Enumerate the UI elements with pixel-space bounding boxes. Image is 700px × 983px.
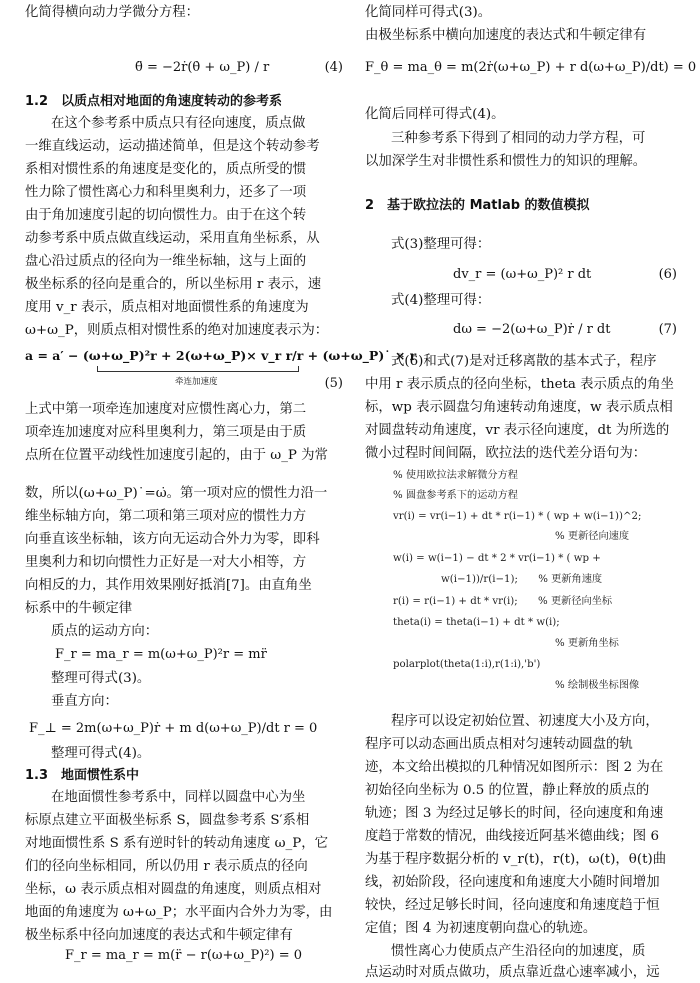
code-line: w(i−1))/r(i−1); % 更新角速度 [441,574,603,585]
text-line: 式(3)整理可得： [391,237,491,252]
text-line: 里奥利力和切向惯性力正好是一对大小相等，方 [25,555,307,570]
code-comment: % 绘制极坐标图像 [555,680,640,691]
text-line: 标，wp 表示圆盘匀角速转动角速度，w 表示质点相 [365,400,673,415]
text-line: 动参考系中质点做直线运动，采用直角坐标系，从 [25,231,320,246]
code-comment: % 更新径向速度 [555,531,630,542]
text-line: 度用 v_r 表示，质点相对地面惯性系的角速度为 [25,300,309,315]
text-line: 较快，经过足够长时间，径向速度和角速度趋于恒 [365,898,660,913]
equation-fperp: F_⊥ = 2m(ω+ω_P)ṙ + m d(ω+ω_P)/dt r = 0 [29,721,318,736]
text-line: 向相反的力，其作用效果刚好抵消[7]。由直角坐 [25,578,312,593]
text-line: 在地面惯性参考系中，同样以圆盘中心为坐 [51,790,306,805]
text-line: 度趋于常数的情况，曲线接近阿基米德曲线；图 6 [365,829,659,844]
text-line: 质点的运动方向： [51,624,159,639]
code-line: theta(i) = theta(i−1) + dt * w(i); [393,617,560,628]
text-line: 惯性离心力使质点产生沿径向的加速度，质 [391,944,646,959]
text-line: 式(6)和式(7)是对迁移离散的基本式子，程序 [391,354,657,369]
text-line: 式(4)整理可得： [391,293,491,308]
text-line: 数，所以(ω+ω_P)˙=ω̇。第一项对应的惯性力沿一 [25,486,328,501]
code-line: vr(i) = vr(i−1) + dt * r(i−1) * ( wp + w(i−1))^2; [393,511,642,522]
text-line: 由于角加速度引起的切向惯性力。由于在这个转 [25,208,307,223]
text-line: 向垂直该坐标轴，该方向无运动合外力为零，即科 [25,532,320,547]
equation-polar-radial: F_r = ma_r = m(r̈ − r(ω+ω_P)²) = 0 [65,948,303,963]
text-line: 点运动时对质点做功，质点靠近盘心速率减小，远 [365,965,660,980]
code-line: r(i) = r(i−1) + dt * vr(i); % 更新径向坐标 [393,596,613,607]
text-line: 在这个参考系中质点只有径向速度，质点做 [51,116,306,131]
text-line: 点所在位置平动线性加速度引起的，由于 ω_P 为常 [25,448,328,463]
text-line: 程序可以设定初始位置、初速度大小及方向， [391,714,659,729]
text-line: 初始径向坐标为 0.5 的位置，静止释放的质点的 [365,783,650,798]
code-line: w(i) = w(i−1) − dt * 2 * vr(i−1) * ( wp + [393,553,601,564]
text-line: 由极坐标系中横向加速度的表达式和牛顿定律有 [365,28,647,43]
section-heading-1-3: 1.3 地面惯性系中 [25,768,140,783]
text-line: 一维直线运动，运动描述简单，但是这个转动参考 [25,139,320,154]
text-line: 标系中的牛顿定律 [25,601,133,616]
text-line: 化简同样可得式(3)。 [365,5,492,20]
text-line: 轨迹；图 3 为经过足够长的时间，径向速度和角速 [365,806,664,821]
text-line: 维坐标轴方向，第二项和第三项对应的惯性力方 [25,509,307,524]
text-line: 对圆盘转动角速度，vr 表示径向速度，dt 为所选的 [365,423,670,438]
text-line: 极坐标系中径向加速度的表达式和牛顿定律有 [25,928,293,943]
text-line: 微小过程时间间隔，欧拉法的迭代差分语句为： [365,446,647,461]
text-line: ω+ω_P，则质点相对惯性系的绝对加速度表示为： [25,323,329,338]
equation-fr: F_r = ma_r = m(ω+ω_P)²r = mr̈ [55,647,267,662]
text-line: 地面的角速度为 ω+ω_P；水平面内合外力为零，由 [25,905,333,920]
text-line: 以加深学生对非惯性系和惯性力的知识的理解。 [365,154,647,169]
code-comment: % 更新角坐标 [555,638,619,649]
text-line: 对地面惯性系 S 系有逆时针的转动角速度 ω_P，它 [25,836,328,851]
text-line: 项牵连加速度对应科里奥利力，第三项是由于质 [25,425,307,440]
text-line: 迹，本文给出模拟的几种情况如图所示：图 2 为在 [365,760,664,775]
text-line: 整理可得式(3)。 [51,671,151,686]
text-line: 化简后同样可得式(4)。 [365,107,505,122]
text-line: 坐标，ω 表示质点相对圆盘的角速度，则质点相对 [25,882,322,897]
text-line: 定值；图 4 为初速度朝向盘心的轨迹。 [365,921,597,936]
text-line: 们的径向坐标相同，所以仍用 r 表示质点的径向 [25,859,308,874]
text-line: 垂直方向： [51,694,118,709]
text-line: 为基于程序数据分析的 v_r(t)，r(t)，ω(t)，θ(t)曲 [365,852,667,867]
text-line: 盘心沿过质点的径向为一维坐标轴，这与上面的 [25,254,307,269]
text-line: 系相对惯性系的角速度是变化的，质点所受的惯 [25,162,307,177]
text-line: 标原点建立平面极坐标系 S，圆盘参考系 S′系相 [25,813,310,828]
text-line: 化简得横向动力学微分方程： [25,5,200,20]
section-heading-2: 2 基于欧拉法的 Matlab 的数值模拟 [365,198,590,213]
code-comment: % 使用欧拉法求解微分方程 [393,470,518,481]
equation-ftheta: F_θ = ma_θ = m(2ṙ(ω+ω_P) + r d(ω+ω_P)/dt) = 0 [365,60,697,75]
text-line: 中用 r 表示质点的径向坐标，theta 表示质点的角坐 [365,377,674,392]
text-line: 极坐标系的径向是重合的，所以坐标用 r 表示，速 [25,277,322,292]
text-line: 程序可以动态画出质点相对匀速转动圆盘的轨 [365,737,633,752]
text-line: 整理可得式(4)。 [51,746,151,761]
section-heading-1-2: 1.2 以质点相对地面的角速度转动的参考系 [25,94,283,109]
code-line: polarplot(theta(1:i),r(1:i),'b') [393,659,541,670]
text-line: 性力除了惯性离心力和科里奥利力，还多了一项 [25,185,307,200]
text-line: 上式中第一项牵连加速度对应惯性离心力，第二 [25,402,307,417]
text-line: 三种参考系下得到了相同的动力学方程，可 [391,131,646,146]
code-comment: % 圆盘参考系下的运动方程 [393,490,518,501]
text-line: 线，初始阶段，径向速度和角速度大小随时间增加 [365,875,660,890]
